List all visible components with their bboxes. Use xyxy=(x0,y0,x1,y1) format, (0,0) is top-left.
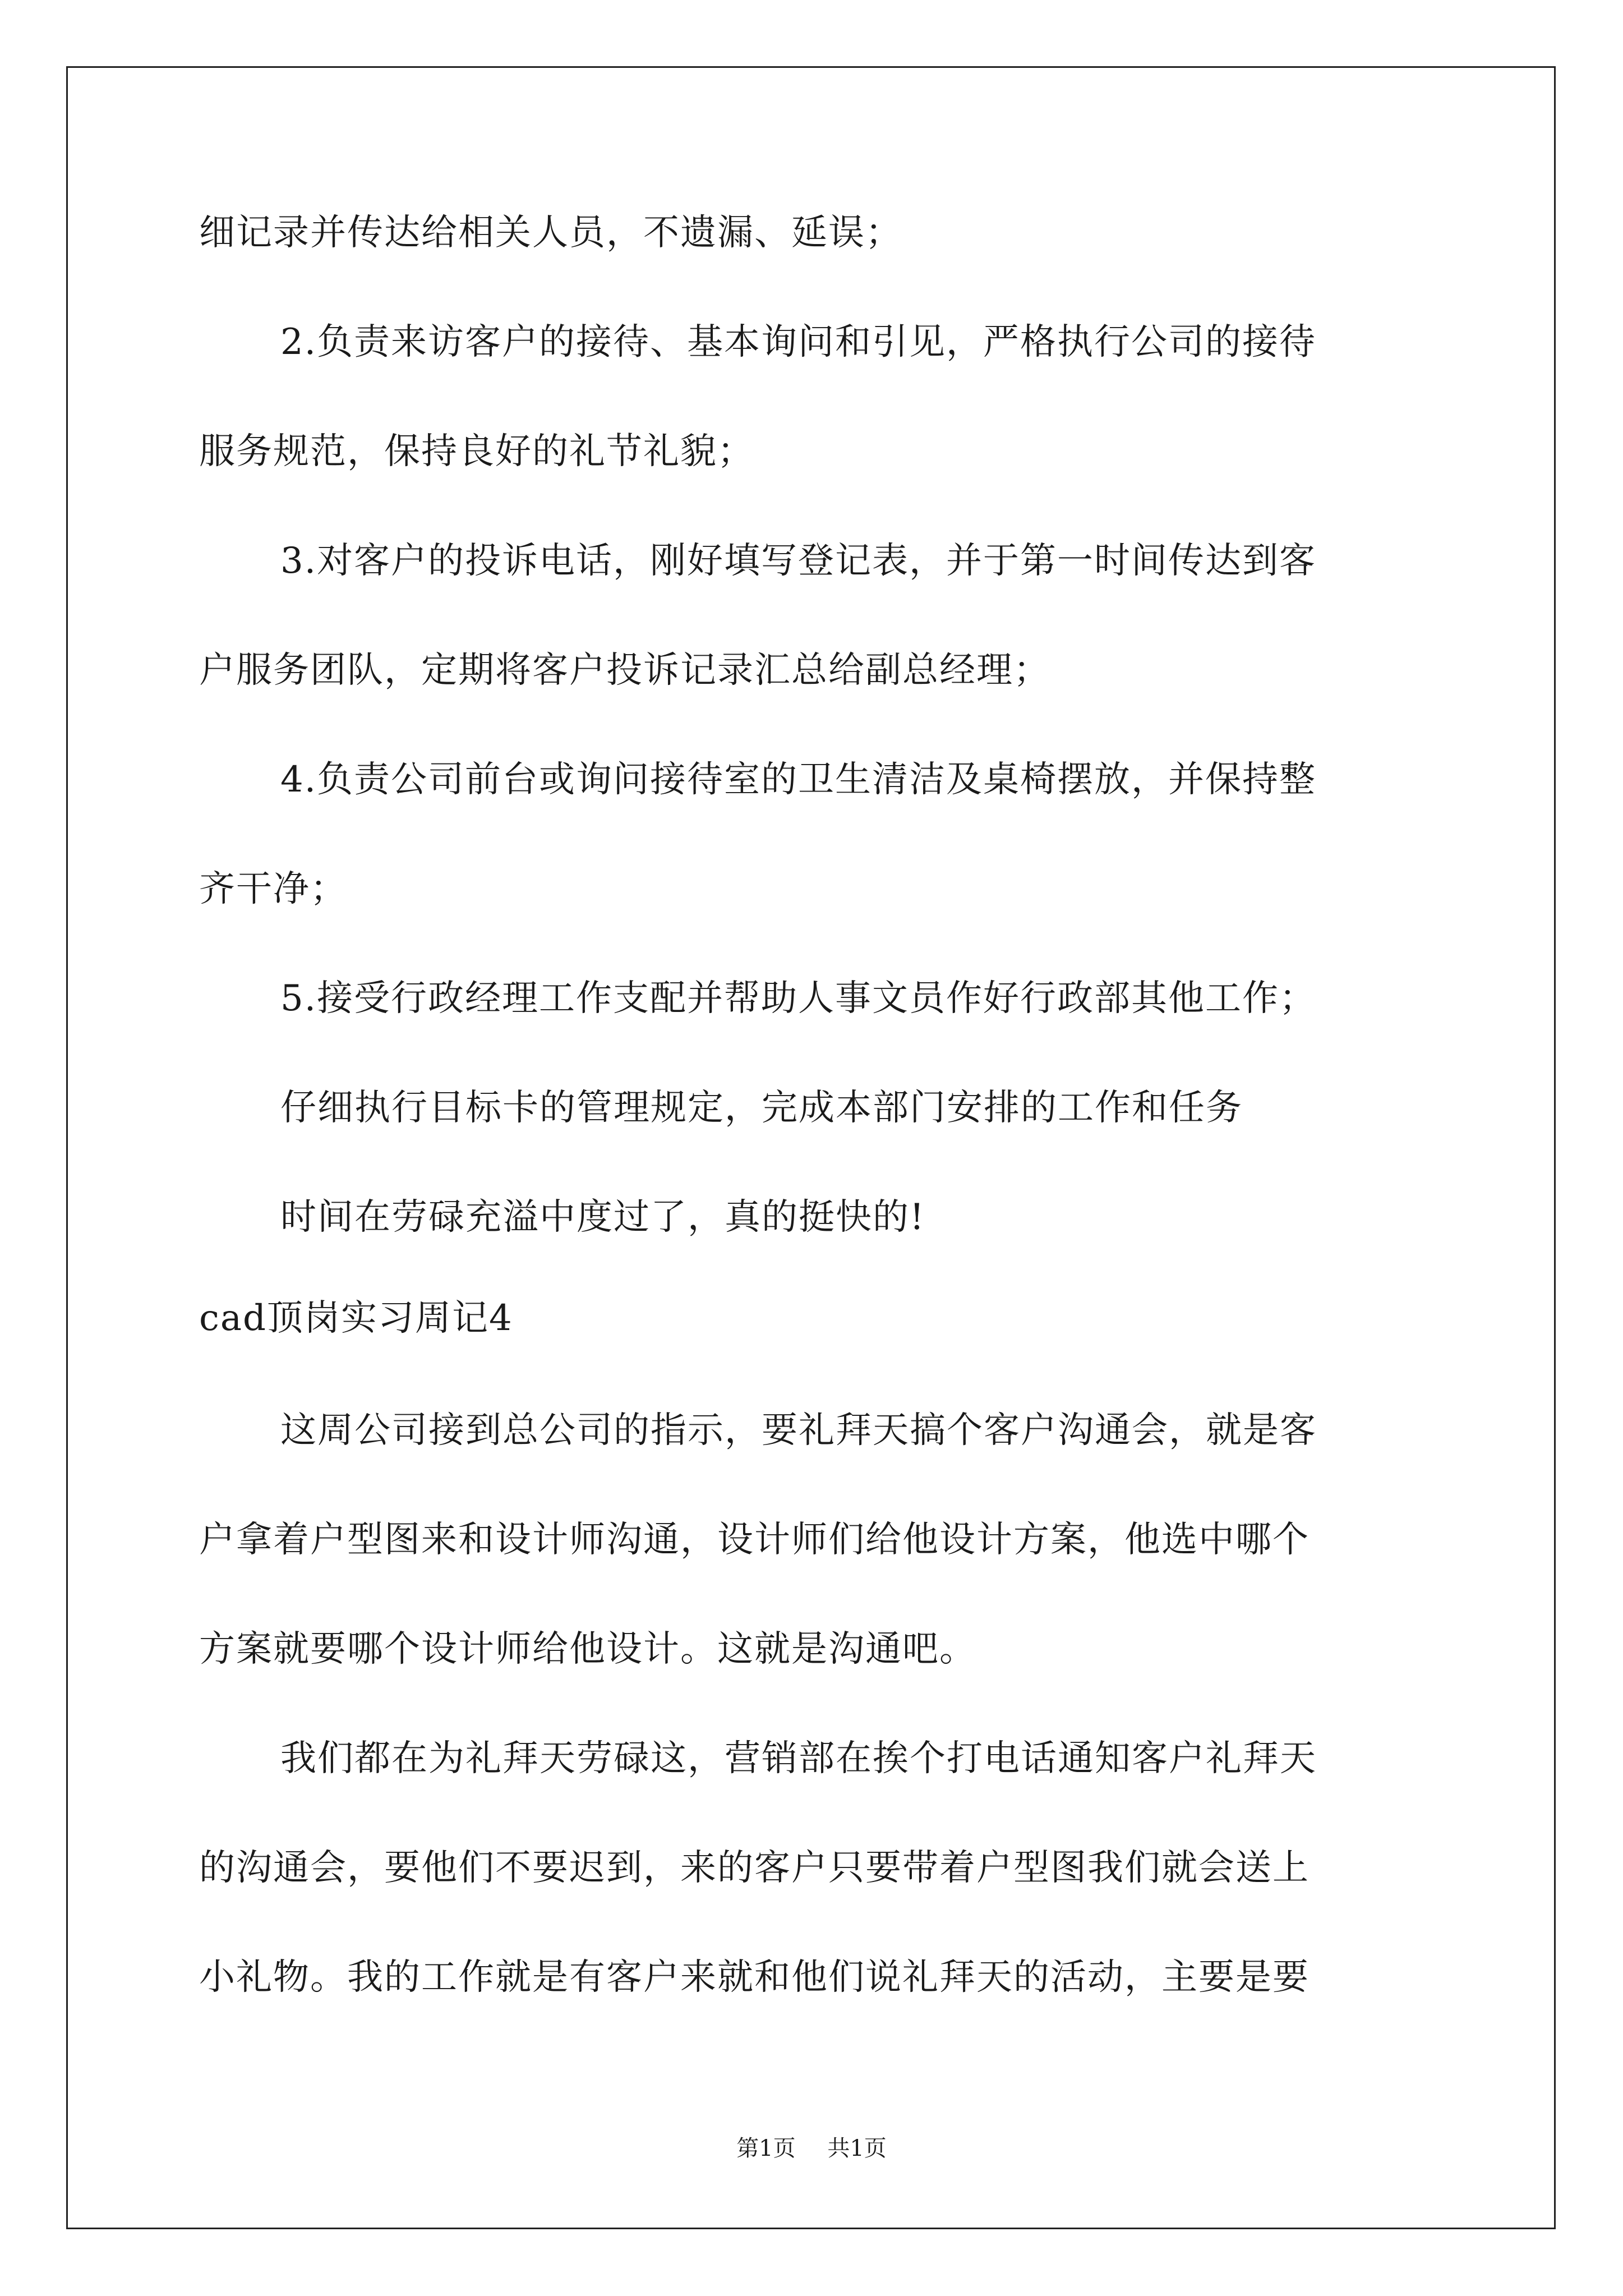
paragraph-line: 5.接受行政经理工作支配并帮助人事文员作好行政部其他工作； xyxy=(280,978,1317,1019)
paragraph-line: 的沟通会，要他们不要迟到，来的客户只要带着户型图我们就会送上 xyxy=(199,1847,1310,1889)
paragraph-line: 仔细执行目标卡的管理规定，完成本部门安排的工作和任务 xyxy=(280,1087,1243,1129)
page-total: 共1页 xyxy=(827,2136,887,2161)
paragraph-line: 时间在劳碌充溢中度过了，真的挺快的! xyxy=(280,1197,925,1238)
paragraph-line: 户服务团队，定期将客户投诉记录汇总给副总经理； xyxy=(199,650,1050,691)
paragraph-line: 细记录并传达给相关人员，不遗漏、延误； xyxy=(199,212,902,254)
paragraph-line: 小礼物。我的工作就是有客户来就和他们说礼拜天的活动，主要是要 xyxy=(199,1957,1310,1998)
paragraph-line: 4.负责公司前台或询问接待室的卫生清洁及桌椅摆放，并保持整 xyxy=(280,759,1317,800)
section-heading: cad顶岗实习周记4 xyxy=(199,1297,513,1339)
page-border xyxy=(66,66,1556,2229)
paragraph-line: 我们都在为礼拜天劳碌这，营销部在挨个打电话通知客户礼拜天 xyxy=(280,1738,1317,1779)
paragraph-line: 2.负责来访客户的接待、基本询问和引见，严格执行公司的接待 xyxy=(280,321,1317,363)
page-footer xyxy=(0,2132,1623,2165)
paragraph-line: 这周公司接到总公司的指示，要礼拜天搞个客户沟通会，就是客 xyxy=(280,1410,1317,1451)
paragraph-line: 方案就要哪个设计师给他设计。这就是沟通吧。 xyxy=(199,1628,976,1670)
paragraph-line: 户拿着户型图来和设计师沟通，设计师们给他设计方案，他选中哪个 xyxy=(199,1519,1310,1561)
paragraph-line: 3.对客户的投诉电话，刚好填写登记表，并于第一时间传达到客 xyxy=(280,540,1317,582)
paragraph-line: 齐干净； xyxy=(199,868,347,910)
paragraph-line: 服务规范，保持良好的礼节礼貌； xyxy=(199,431,754,472)
page-number: 第1页 xyxy=(736,2136,796,2161)
